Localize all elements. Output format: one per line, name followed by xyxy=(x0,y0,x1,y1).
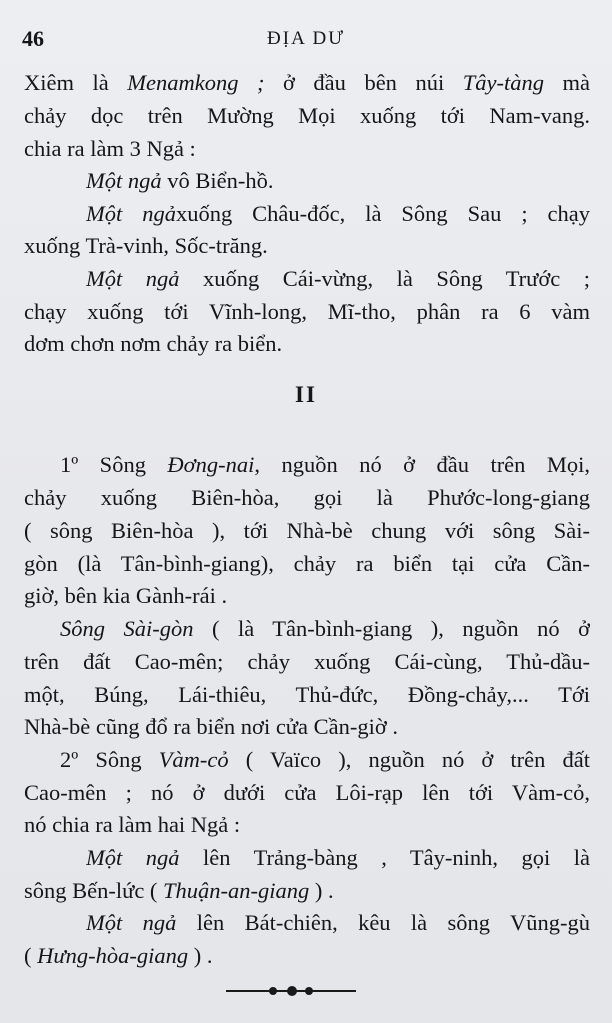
text-line-14: giờ, bên kia Gành-rái . xyxy=(24,583,228,608)
text-line-3: chia ra làm 3 Ngả : xyxy=(24,136,196,161)
text-line-20: Cao-mên ; nó ở dưới cửa Lôi-rạp lên tới Vàm-cỏ, xyxy=(24,780,590,805)
section-numeral: II xyxy=(295,382,317,407)
text-line-13: gòn (là Tân-bình-giang), chảy ra biển tại cửa Cần- xyxy=(24,551,590,576)
text-line-23: sông Bến-lức ( Thuận-an-giang ) . xyxy=(24,878,334,903)
ornament-dot-icon xyxy=(305,987,313,995)
page-number: 46 xyxy=(22,26,44,51)
ornament-dot-icon xyxy=(269,987,277,995)
text-line-17: một, Búng, Lái-thiêu, Thủ-đức, Đồng-chảy,... Tới xyxy=(24,682,590,707)
text-line-7: Một ngả xuống Cái-vừng, là Sông Trước ; xyxy=(86,266,590,291)
text-line-21: nó chia ra làm hai Ngả : xyxy=(24,812,241,837)
text-line-19: 2º Sông Vàm-cỏ ( Vaïco ), nguồn nó ở trên đất xyxy=(60,747,590,772)
text-line-15: Sông Sài-gòn ( là Tân-bình-giang ), nguồn nó ở xyxy=(60,616,590,641)
text-line-24: Một ngả lên Bát-chiên, kêu là sông Vũng-gù xyxy=(86,910,590,935)
text-line-4: Một ngả vô Biển-hồ. xyxy=(86,168,274,193)
page-header xyxy=(22,26,590,56)
ornament-dot-icon xyxy=(287,986,297,996)
text-line-11: chảy xuống Biên-hòa, gọi là Phước-long-giang xyxy=(24,485,590,510)
text-line-25: ( Hưng-hòa-giang ) . xyxy=(24,943,213,968)
text-line-2: chảy dọc trên Mường Mọi xuống tới Nam-vang. xyxy=(24,103,590,128)
end-ornament-divider xyxy=(226,986,356,996)
text-line-1: Xiêm là Menamkong ; ở đầu bên núi Tây-tàng mà xyxy=(24,70,590,95)
text-line-8: chạy xuống tới Vĩnh-long, Mĩ-tho, phân ra 6 vàm xyxy=(24,299,590,324)
text-line-16: trên đất Cao-mên; chảy xuống Cái-cùng, Thủ-dầu- xyxy=(24,649,590,674)
text-line-10: 1º Sông Đơng-nai, nguồn nó ở đầu trên Mọi, xyxy=(60,452,590,477)
running-title: ĐỊA DƯ xyxy=(267,28,345,49)
text-line-6: xuống Trà-vinh, Sốc-trăng. xyxy=(24,233,268,258)
text-line-18: Nhà-bè cũng đổ ra biển nơi cửa Cần-giờ . xyxy=(24,714,398,739)
text-line-9: dơm chơn nơm chảy ra biển. xyxy=(24,331,283,356)
text-line-22: Một ngả lên Trảng-bàng , Tây-ninh, gọi là xyxy=(86,845,590,870)
text-line-12: ( sông Biên-hòa ), tới Nhà-bè chung với sông Sài- xyxy=(24,518,590,543)
text-line-5: Một ngảxuống Châu-đốc, là Sông Sau ; chạy xyxy=(86,201,590,226)
